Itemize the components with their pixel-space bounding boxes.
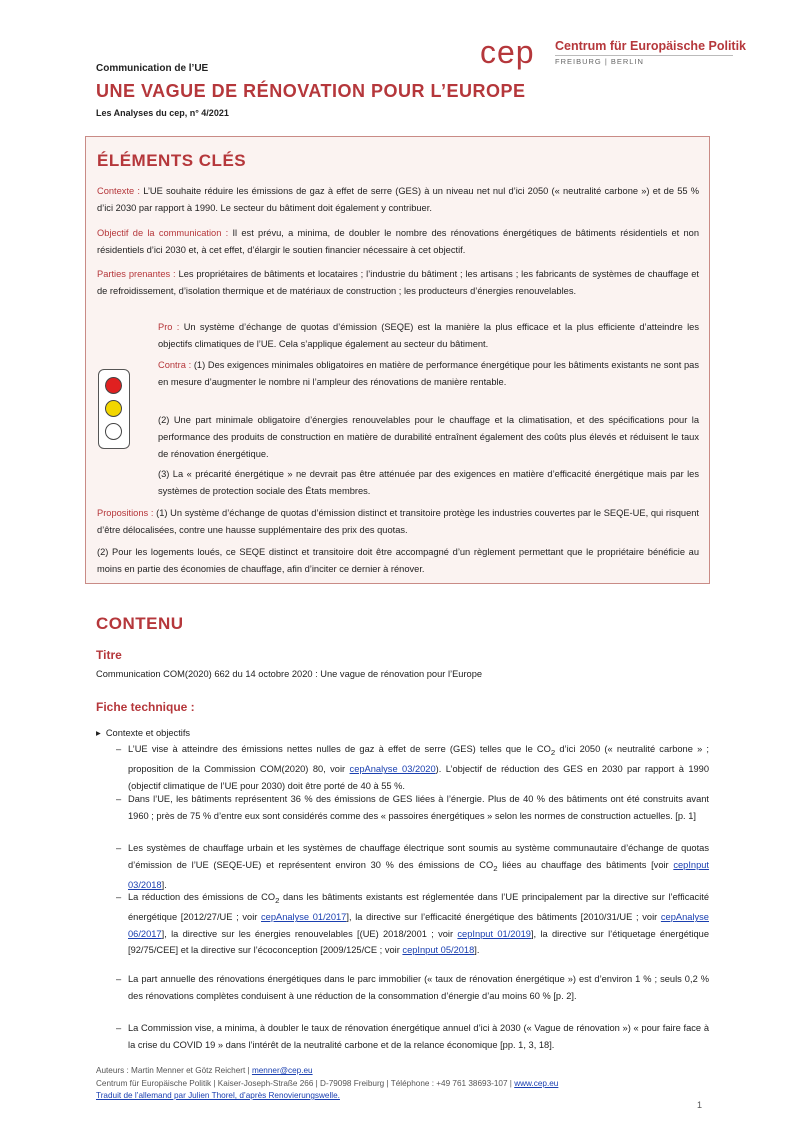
link-cepanalyse-03-2020[interactable]: cepAnalyse 03/2020 <box>349 764 436 775</box>
pro-label: Pro : <box>158 322 180 332</box>
website-link[interactable]: www.cep.eu <box>514 1078 559 1088</box>
context-label: Contexte : <box>97 186 140 196</box>
bullet-5: – La part annuelle des rénovations énergétiques dans le parc immobilier (« taux de rénovation énergétique ») est d’environ 1 % ; seuls 0,2 % des rénovations complètes conduisent à une réduction de la consommation d’énergie d’au moins 60 % [p. 2]. <box>116 971 709 1004</box>
yellow-light-icon <box>105 400 122 417</box>
link-cepinput-01-2019[interactable]: cepInput 01/2019 <box>457 928 531 939</box>
titre-heading: Titre <box>96 648 122 662</box>
footer-authors-line: Auteurs : Martin Menner et Götz Reichert | menner@cep.eu <box>96 1066 313 1075</box>
contra-text-1: (1) Des exigences minimales obligatoires en matière de performance énergétique pour les bâtiments existants ne sont pas en mesure d’augmenter le nombre ni l’ampleur des rénovations de manière rentable. <box>158 360 699 387</box>
objective-label: Objectif de la communication : <box>97 228 229 238</box>
bullet-6: – La Commission vise, a minima, à doubler le taux de rénovation énergétique annuel d’ici à 2030 (« Vague de rénovation ») « pour faire face à la crise du COVID 19 » dans l’intérêt de la neutralité carbone et de la relance économique [pp. 1, 3, 18]. <box>116 1020 709 1053</box>
link-cepanalyse-01-2017[interactable]: cepAnalyse 01/2017 <box>261 912 347 923</box>
link-cepinput-05-2018[interactable]: cepInput 05/2018 <box>402 945 475 956</box>
bullet-4: – La réduction des émissions de $CO_2$ dans les bâtiments existants est réglementée dans l’UE principalement par la directive sur l’efficacité énergétique [2012/27/UE ; voir cepAnalyse 01/2017], la directive sur l’efficacité énergétique des bâtiments [2010/31/UE ; voir cepAnalyse 06/2017], la directive sur les énergies renouvelables [(UE) 2018/2001 ; voir cepInput 01/2019], la directive sur l’étiquetage énergétique [92/75/CEE] et la directive sur l’écoconception [2009/125/CE ; voir cepInput 05/2018]. <box>116 889 709 959</box>
stakeholders-paragraph <box>97 266 699 300</box>
bullet-3: – Les systèmes de chauffage urbain et les systèmes de chauffage électrique sont soumis au système communautaire d’échange de quotas d’émission de l’UE (SEQE-UE) et représentent environ 30 % des émissions de $CO_2$ liées au chauffage des bâtiments [voir cepInput 03/2018]. <box>116 840 709 893</box>
stakeholders-label: Parties prenantes : <box>97 269 176 279</box>
pro-paragraph <box>158 319 699 353</box>
publication-number: Les Analyses du cep, n° 4/2021 <box>96 108 229 118</box>
triangle-bullet-icon: ▸ <box>96 728 106 738</box>
page-number: 1 <box>697 1100 703 1110</box>
pro-text: Un système d’échange de quotas d’émission (SEQE) est la manière la plus efficace et la plus efficiente d’atteindre les objectifs climatiques de l’UE. Cela s’applique également au secteur du bâtiment. <box>158 322 699 349</box>
bullet-1: – L’UE vise à atteindre des émissions nettes nulles de gaz à effet de serre (GES) telles que le $CO_2$ d’ici 2050 (« neutralité carbone » ; proposition de la Commission COM(2020) 80, voir cepAnalyse 03/2020). L’objectif de réduction des GES en 2030 par rapport à 1990 (objectif climatique de l’UE pour 2030) doit être porté de 40 à 55 %. <box>116 741 709 794</box>
document-type: Communication de l’UE <box>96 63 209 74</box>
contra-label: Contra : <box>158 360 192 370</box>
context-objectives-item <box>96 728 190 739</box>
traffic-light-icon <box>98 369 130 449</box>
stakeholders-text: Les propriétaires de bâtiments et locataires ; l’industrie du bâtiment ; les artisans ; les fabricants de systèmes de chauffage et de refroidissement, d’isolation thermique et de matériaux de construction ; les producteurs d’énergies renouvelables. <box>97 269 699 296</box>
contra-paragraph-1 <box>158 357 699 391</box>
key-elements-title: ÉLÉMENTS CLÉS <box>97 151 247 170</box>
context-objectives-label: Contexte et objectifs <box>105 728 191 738</box>
footer <box>96 1065 558 1103</box>
cep-logo <box>480 30 780 70</box>
contra-paragraph-3: (3) La « précarité énergétique » ne devrait pas être atténuée par des exigences en matière d’efficacité énergétique mais par les systèmes de protection sociale des États membres. <box>158 469 699 496</box>
objective-text: Il est prévu, a minima, de doubler le nombre des rénovations énergétiques de bâtiments résidentiels et non résidentiels d’ici 2030 et, à cet effet, d’élargir le soutien financier nécessaire à cet objectif. <box>97 228 699 255</box>
footer-address-line: Centrum für Europäische Politik | Kaiser-Joseph-Straße 266 | D-79098 Freiburg | Téléphone : +49 761 38693-107 | www.cep.eu <box>96 1078 559 1088</box>
author-email-link[interactable]: menner@cep.eu <box>251 1066 313 1075</box>
fiche-technique-heading: Fiche technique : <box>96 700 195 714</box>
page-title: UNE VAGUE DE RÉNOVATION POUR L’EUROPE <box>96 81 526 101</box>
objective-paragraph <box>97 225 699 259</box>
proposals-paragraph-1 <box>97 505 699 539</box>
link-cepanalyse-06-2017[interactable]: cepAnalyse 06/2017 <box>128 912 709 939</box>
key-elements-box <box>85 136 710 584</box>
translation-note: Traduit de l’allemand par Julien Thorel, d’après Renovierungswelle. <box>96 1091 340 1100</box>
content-title: CONTENU <box>96 614 184 633</box>
bullet-2: – Dans l’UE, les bâtiments représentent 36 % des émissions de GES liées à l’énergie. Plus de 40 % des bâtiments ont été construits avant 1960 ; près de 75 % d’entre eux sont considérés comme des « passoires énergétiques » selon les normes de construction actuelles. [p. 1] <box>116 791 709 824</box>
red-light-icon <box>105 377 122 394</box>
contra-paragraph-2: (2) Une part minimale obligatoire d’énergies renouvelables pour le chauffage et la climatisation, et des spécifications pour la performance des produits de construction en matière de durabilité entraînent également des coûts plus élevés et réduisent le taux de rénovation énergétique. <box>158 415 699 459</box>
context-paragraph <box>97 183 699 217</box>
link-cepinput-03-2018[interactable]: cepInput 03/2018 <box>128 859 710 890</box>
logo-mark: cep <box>480 34 535 70</box>
white-light-icon <box>105 423 122 440</box>
context-text: L’UE souhaite réduire les émissions de gaz à effet de serre (GES) à un niveau net nul d’ici 2050 (« neutralité carbone ») et de 55 % d’ici 2030 par rapport à 1990. Le secteur du bâtiment doit également y contribuer. <box>97 186 699 213</box>
logo-divider <box>555 55 733 56</box>
proposals-paragraph-2: (2) Pour les logements loués, ce SEQE distinct et transitoire doit être accompagné d’un règlement permettant que le propriétaire bénéficie au moins en partie des économies de chauffage, afin d’inciter ce dernier à rénover. <box>97 547 699 574</box>
org-cities: FREIBURG | BERLIN <box>555 57 644 66</box>
org-name: Centrum für Europäische Politik <box>555 39 747 53</box>
proposals-label: Propositions : <box>97 508 154 518</box>
proposals-text-1: (1) Un système d’échange de quotas d’émission distinct et transitoire protège les industries couvertes par le SEQE-UE, qui risquent d’être délocalisées, contre une hausse supplémentaire des prix des quotas. <box>97 508 700 535</box>
titre-text: Communication COM(2020) 662 du 14 octobre 2020 : Une vague de rénovation pour l’Europe <box>96 669 483 679</box>
